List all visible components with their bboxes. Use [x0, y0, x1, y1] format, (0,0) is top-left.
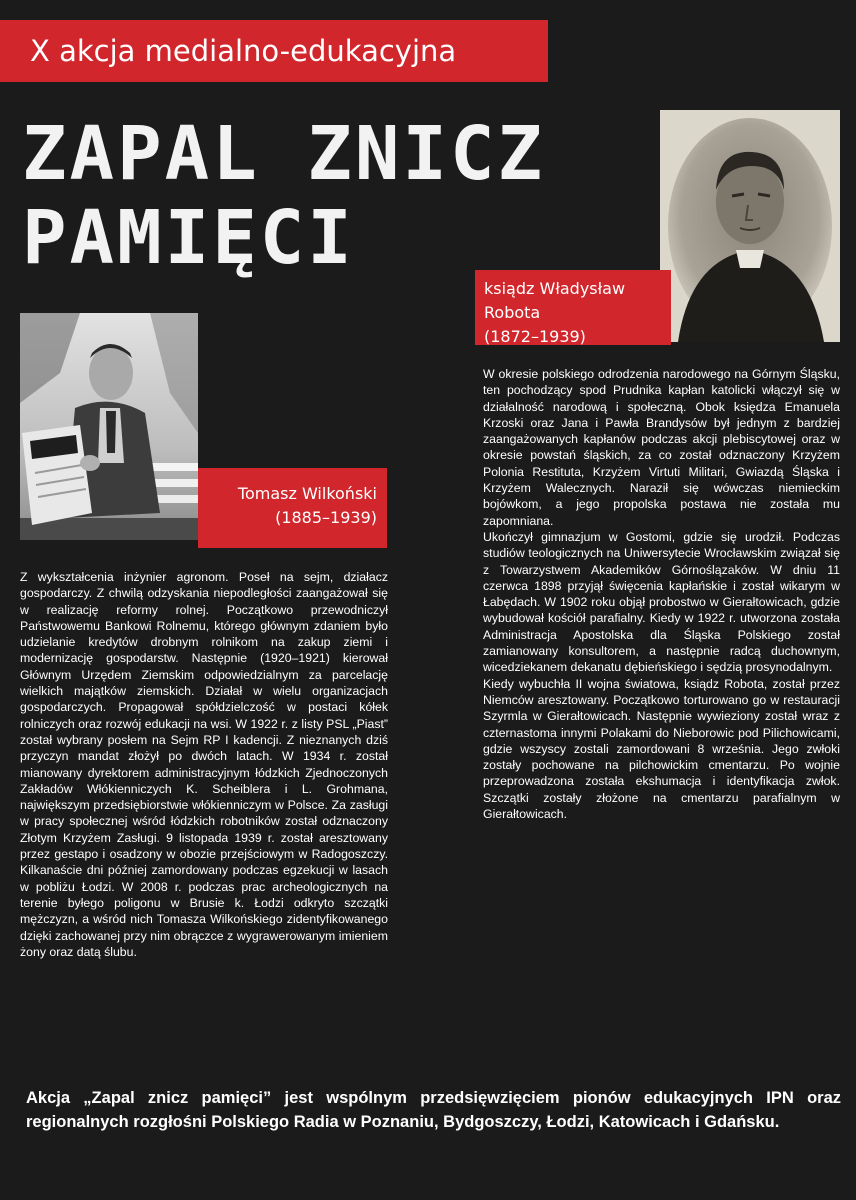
header-banner — [0, 20, 548, 82]
name-robota-line-1: ksiądz Władysław — [484, 279, 626, 298]
title-line-2: PAMIĘCI — [22, 195, 355, 281]
title-line-1: ZAPAL ZNICZ — [22, 111, 546, 197]
name-robota-line-2: Robota — [484, 303, 541, 322]
name-label-wilkonski — [198, 468, 387, 548]
portrait-wilkonski — [20, 313, 198, 540]
bio-wilkonski — [20, 569, 388, 960]
banner-text: X akcja medialno-edukacyjna — [30, 34, 457, 68]
years-robota: (1872–1939) — [484, 327, 586, 346]
name-wilkonski: Tomasz Wilkoński — [237, 484, 377, 503]
portrait-robota — [660, 110, 840, 342]
footer-note: Akcja „Zapal znicz pamięci” jest wspólnym przedsięwzięciem pionów edukacyjnych IPN oraz regionalnych rozgłośni Polskiego Radia w Poznaniu, Bydgoszczy, Łodzi, Katowicach i Gdańsku. — [26, 1089, 841, 1131]
bio-robota — [483, 366, 840, 822]
bio-robota-paragraph-3: Kiedy wybuchła II wojna światowa, ksiądz Robota, został przez Niemców aresztowany. Początkowo torturowano go w restauracji Szyrmla w Gierałtowicach. Następnie wywieziony został wraz z czternastoma innymi Polakami do Nieborowic pod Pilichowicami, gdzie wszyscy zostali zamordowani 8 września. Jego zwłoki zostały pochowane na pilchowickim cmentarzu. Po wojnie przeprowadzona została ekshumacja i identyfikacja zwłok. Szczątki zostały złożone na cmentarzu parafialnym w Gierałtowicach. — [483, 676, 840, 822]
bio-robota-paragraph-2: Ukończył gimnazjum w Gostomi, gdzie się urodził. Podczas studiów teologicznych na Uniwersytecie Wrocławskim związał się z Towarzystwem Akademików Górnoślązaków. W dniu 11 czerwca 1898 przyjął święcenia kapłańskie i został wikarym w Łabędach. W 1902 roku objął probostwo w Gierałtowicach, gdzie wybudował kościół parafialny. Kiedy w 1922 r. utworzona została Administracja Apostolska dla Śląska Polskiego został zamianowany konsultorem, a następnie radcą duchownym, wicedziekanem dekanatu dębieńskiego i sędzią prosynodalnym. — [483, 529, 840, 675]
bio-robota-paragraph-1: W okresie polskiego odrodzenia narodowego na Górnym Śląsku, ten pochodzący spod Prudnika kapłan katolicki włączył się w działalność narodową i społeczną. Obok księdza Emanuela Krzoski oraz Jana i Pawła Brandysów był jednym z bardziej zaangażowanych kapłanów podczas akcji plebiscytowej oraz w okresie powstań śląskich, za co został odznaczony Krzyżem Polonia Restituta, Krzyżem Virtuti Militari, Gwiazdą Śląska i Krzyżem Walecznych. Naraził się wówczas niemieckim bojówkom, a jego propolska postawa nie została mu zapomniana. — [483, 367, 840, 528]
years-wilkonski: (1885–1939) — [275, 508, 377, 527]
name-label-robota — [475, 270, 671, 345]
page-title — [22, 112, 545, 280]
bio-wilkonski-text: Z wykształcenia inżynier agronom. Poseł na sejm, działacz gospodarczy. Z chwilą odzyskania niepodległości zaangażował się w realizację reformy rolnej. Początkowo przewodniczył Państwowemu Bankowi Rolnemu, którego głównym zdaniem było udzielanie kredytów drobnym rolnikom na zakup ziemi i modernizację gospodarstw. Następnie (1920–1921) kierował Głównym Urzędem Ziemskim odpowiedzialnym za parcelację wielkich majątków ziemskich. Działał w wielu organizacjach gospodarczych. Propagował spółdzielczość w postaci kółek rolniczych oraz rozwój edukacji na wsi. W 1922 r. z listy PSL „Piast” został wybrany posłem na Sejm RP I kadencji. Z nieznanych dziś przyczyn mandat złożył po dwóch latach. W 1934 r. został mianowany dyrektorem administracyjnym łódzkich Zjednoczonych Zakładów Włókienniczych K. Scheiblera i L. Grohmana, największym przedsiębiorstwie włókienniczym w Polsce. Za zasługi w pracy społecznej wśród łódzkich robotników został odznaczony Złotym Krzyżem Zasługi. 9 listopada 1939 r. został aresztowany przez gestapo i osadzony w obozie przejściowym w Radogoszczy. Kilkanaście dni później zamordowany podczas egzekucji w lasach w pobliżu Łodzi. W 2008 r. podczas prac archeologicznych na terenie byłego poligonu w Brusie k. Łodzi odkryto szczątki mężczyzn, a wśród nich Tomasza Wilkońskiego zidentyfikowanego dzięki zachowanej przy nim obrączce z wygrawerowanym imieniem żony oraz datą ślubu. — [20, 570, 388, 959]
